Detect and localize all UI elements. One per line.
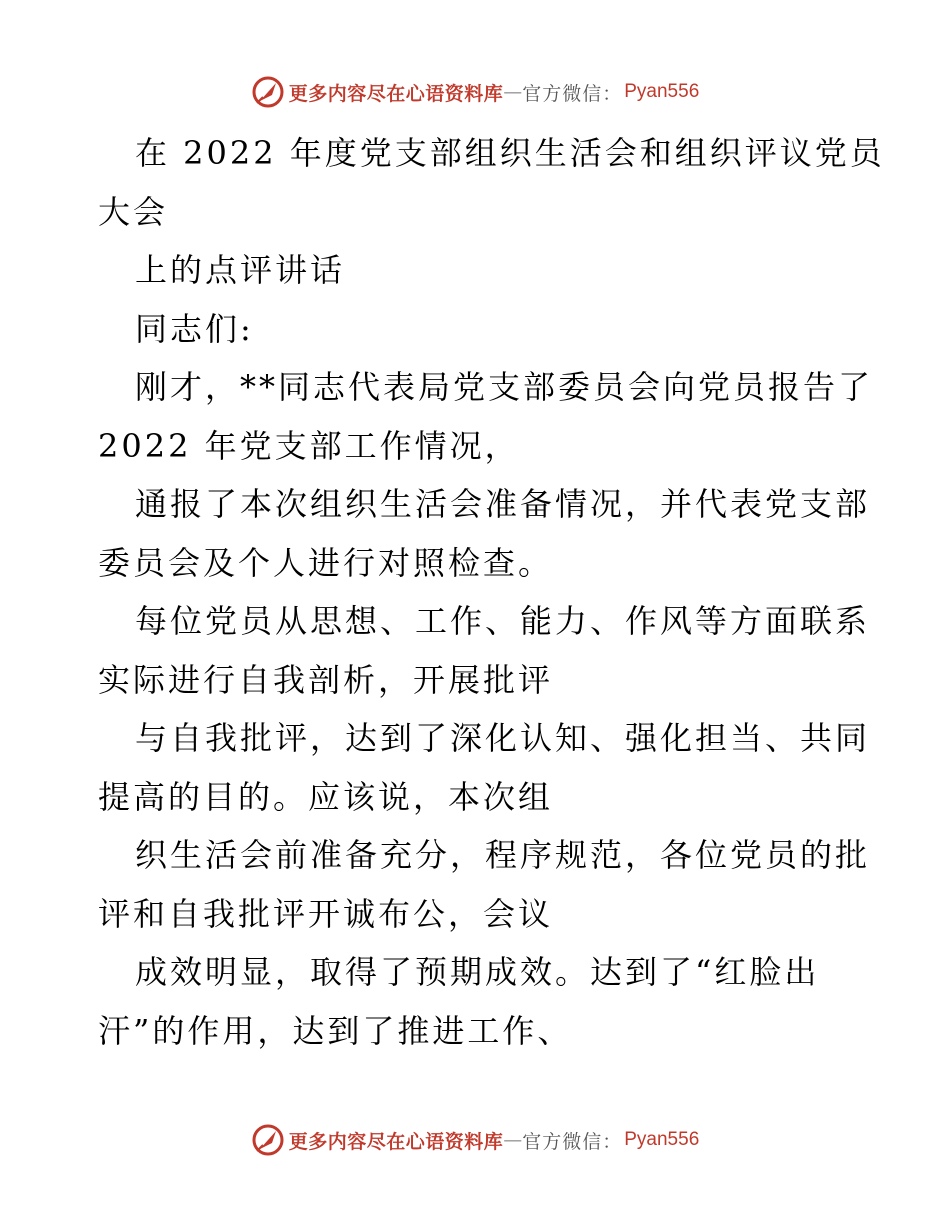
watermark-wechat-id: Pyan556 (624, 81, 700, 102)
watermark-sub-text: 官方微信： (522, 82, 623, 105)
header-watermark (0, 72, 950, 112)
text-line: 2022 年党支部工作情况， (98, 426, 520, 465)
text-line: 委员会及个人进行对照检查。 (98, 543, 554, 582)
document-body (98, 124, 885, 1060)
text-line: 大会 (98, 192, 169, 231)
text-line: 在 2022 年度党支部组织生活会和组织评议党员 (135, 134, 885, 172)
quill-pen-icon (251, 1123, 285, 1157)
quill-pen-icon (251, 75, 285, 109)
text-line: 成效明显，取得了预期成效。达到了“红脸出 (135, 953, 820, 991)
text-line: 上的点评讲话 (135, 251, 346, 289)
watermark-sub-text: 官方微信： (522, 1130, 623, 1153)
text-line: 每位党员从思想、工作、能力、作风等方面联系 (135, 602, 871, 640)
text-line: 汗”的作用，达到了推进工作、 (98, 1011, 573, 1050)
watermark-separator: — (503, 1129, 523, 1151)
text-line: 通报了本次组织生活会准备情况，并代表党支部 (135, 485, 871, 523)
watermark-wechat-id: Pyan556 (624, 1129, 700, 1150)
text-line: 织生活会前准备充分，程序规范，各位党员的批 (135, 836, 871, 874)
watermark-separator: — (503, 81, 523, 103)
text-line: 评和自我批评开诚布公，会议 (98, 894, 554, 933)
watermark-main-text: 更多内容尽在心语资料库 (288, 1130, 504, 1153)
text-line: 刚才，**同志代表局党支部委员会向党员报告了 (135, 368, 874, 406)
text-line: 与自我批评，达到了深化认知、强化担当、共同 (135, 719, 871, 757)
watermark-main-text: 更多内容尽在心语资料库 (288, 82, 504, 105)
footer-watermark (0, 1120, 950, 1160)
text-line: 提高的目的。应该说，本次组 (98, 777, 554, 816)
text-line: 实际进行自我剖析，开展批评 (98, 660, 554, 699)
text-line: 同志们: (135, 309, 254, 348)
